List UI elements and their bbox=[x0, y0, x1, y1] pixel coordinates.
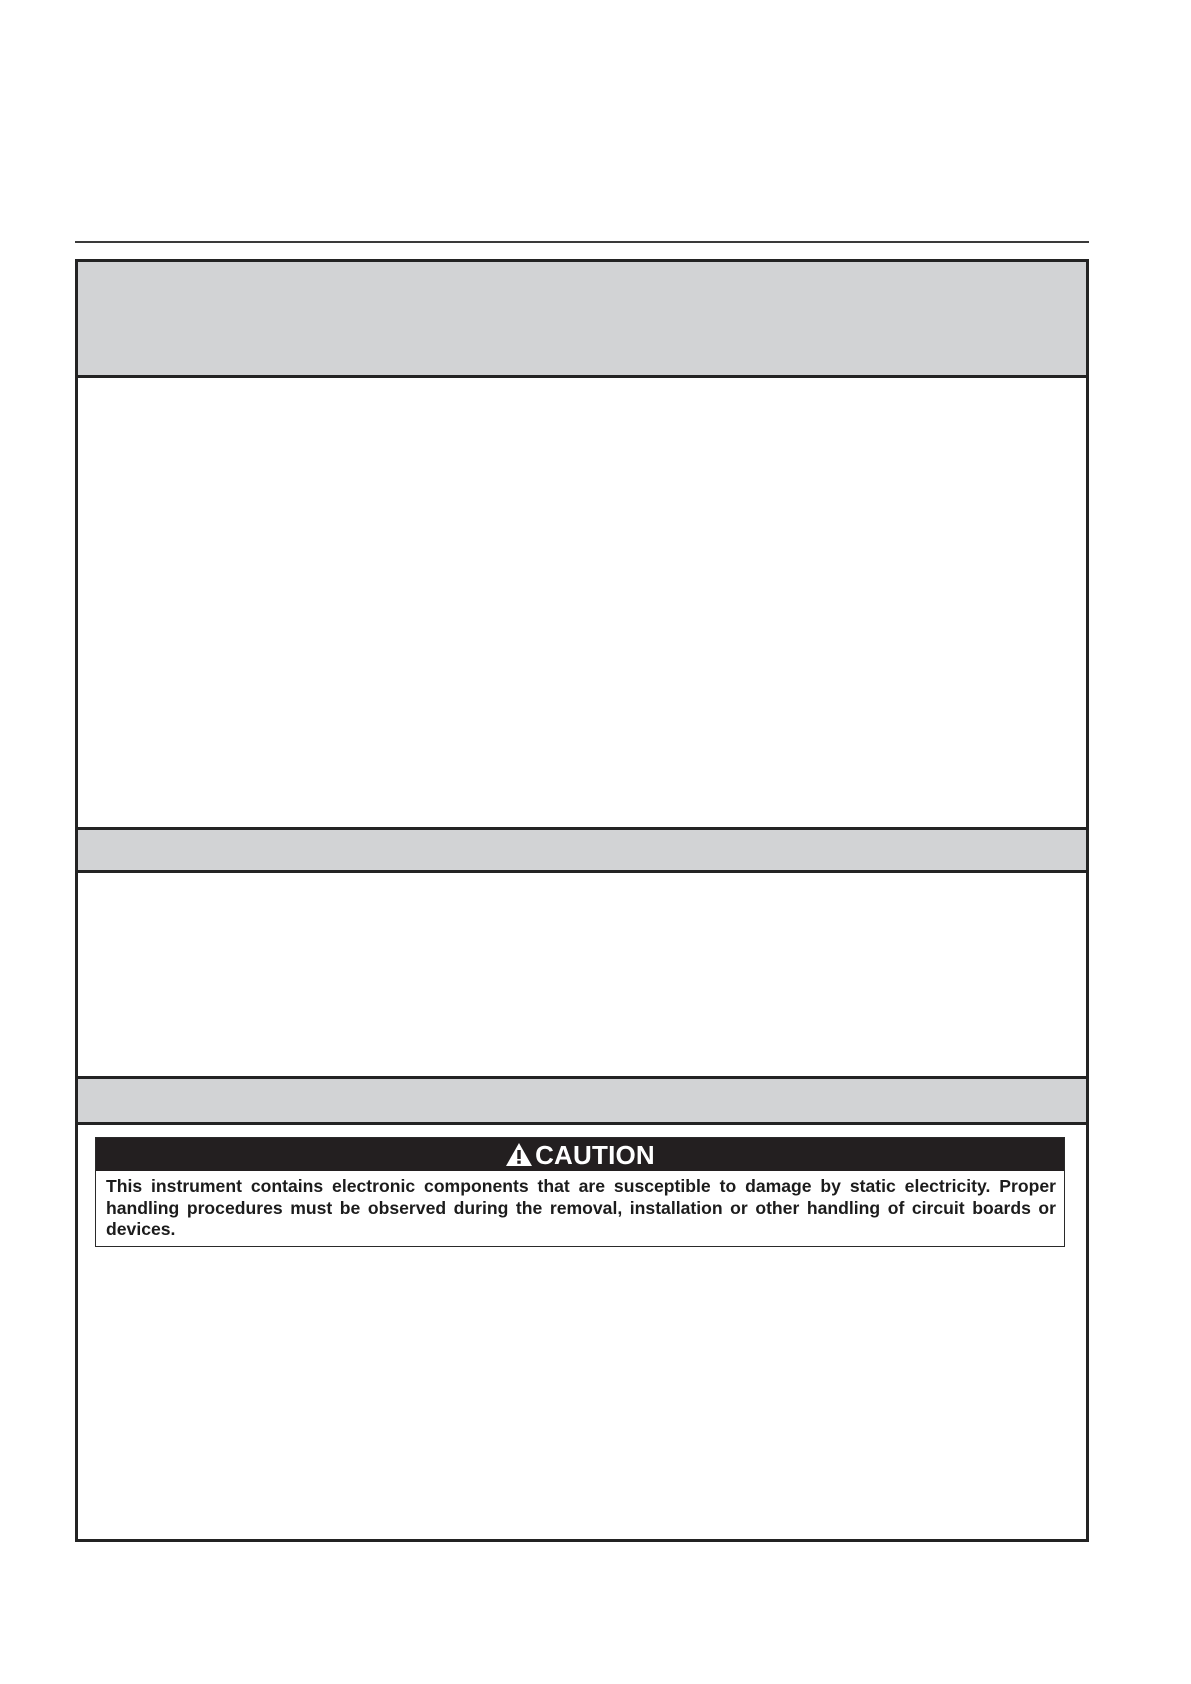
section-header-1 bbox=[78, 262, 1086, 378]
section-body-3 bbox=[78, 1125, 1086, 1539]
section-header-3 bbox=[78, 1079, 1086, 1125]
document-frame bbox=[75, 259, 1089, 1542]
caution-title: CAUTION bbox=[535, 1139, 655, 1170]
header-rule bbox=[75, 241, 1089, 243]
warning-triangle-icon bbox=[505, 1142, 533, 1167]
section-body-1 bbox=[78, 378, 1086, 830]
caution-box bbox=[95, 1137, 1065, 1247]
section-header-2 bbox=[78, 830, 1086, 873]
caution-header bbox=[96, 1138, 1064, 1171]
caution-text: This instrument contains electronic components that are susceptible to damage by static electricity. Proper handling procedures must be observed during the removal, installation or other handling of circuit boards or devices. bbox=[106, 1176, 1056, 1239]
section-body-2 bbox=[78, 873, 1086, 1079]
